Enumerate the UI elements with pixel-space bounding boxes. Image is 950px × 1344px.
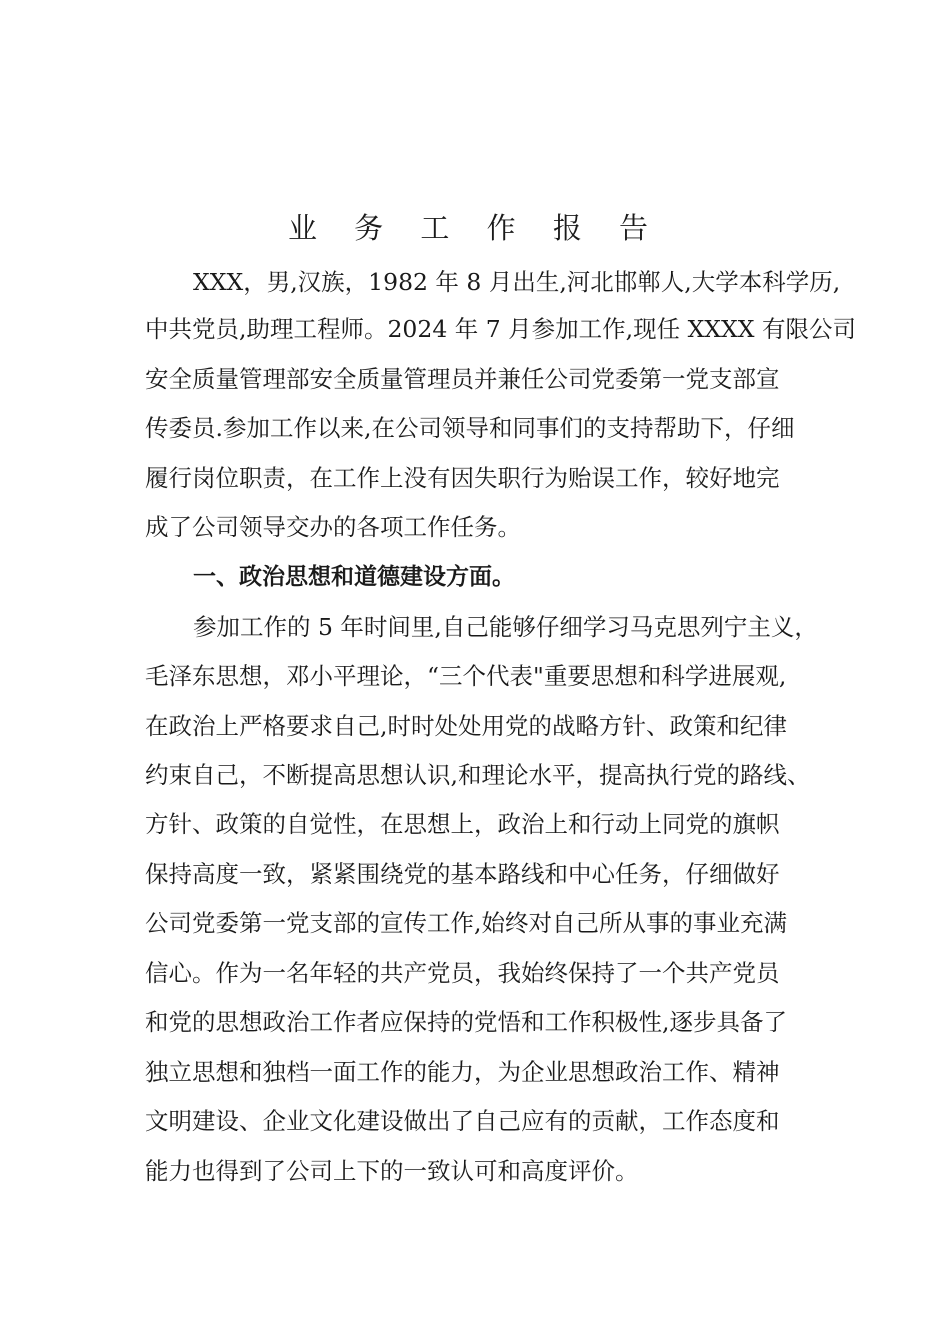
paragraph-line: 约束自己，不断提高思想认识,和理论水平，提高执行党的路线、 <box>145 761 811 789</box>
paragraph-line: XXX，男,汉族，1982 年 8 月出生,河北邯郸人,大学本科学历, <box>193 268 841 296</box>
section-heading: 一、政治思想和道德建设方面。 <box>193 564 515 590</box>
paragraph-line: 方针、政策的自觉性，在思想上，政治上和行动上同党的旗帜 <box>145 810 780 838</box>
paragraph-line: 履行岗位职责，在工作上没有因失职行为贻误工作，较好地完 <box>145 464 780 492</box>
paragraph-line: 在政治上严格要求自己,时时处处用党的战略方针、政策和纪律 <box>145 712 787 740</box>
paragraph-line: 能力也得到了公司上下的一致认可和高度评价。 <box>145 1157 639 1185</box>
paragraph-line: 信心。作为一名年轻的共产党员，我始终保持了一个共产党员 <box>145 959 780 987</box>
paragraph-line: 保持高度一致，紧紧围绕党的基本路线和中心任务，仔细做好 <box>145 860 780 888</box>
paragraph-line: 安全质量管理部安全质量管理员并兼任公司党委第一党支部宣 <box>145 365 780 393</box>
paragraph-line: 和党的思想政治工作者应保持的党悟和工作积极性,逐步具备了 <box>145 1008 787 1036</box>
paragraph-line: 独立思想和独档一面工作的能力，为企业思想政治工作、精神 <box>145 1058 780 1086</box>
paragraph-line: 传委员.参加工作以来,在公司领导和同事们的支持帮助下，仔细 <box>145 414 795 442</box>
paragraph-line: 文明建设、企业文化建设做出了自己应有的贡献，工作态度和 <box>145 1107 780 1135</box>
paragraph-line: 参加工作的 5 年时间里,自己能够仔细学习马克思列宁主义， <box>193 613 818 641</box>
paragraph-line: 毛泽东思想，邓小平理论，“三个代表"重要思想和科学进展观, <box>145 662 787 690</box>
paragraph-line: 成了公司领导交办的各项工作任务。 <box>145 513 521 541</box>
paragraph-line: 中共党员,助理工程师。2024 年 7 月参加工作,现任 XXXX 有限公司 <box>145 315 856 343</box>
document-title: 业 务 工 作 报 告 <box>287 211 663 245</box>
paragraph-line: 公司党委第一党支部的宣传工作,始终对自己所从事的事业充满 <box>145 909 787 937</box>
